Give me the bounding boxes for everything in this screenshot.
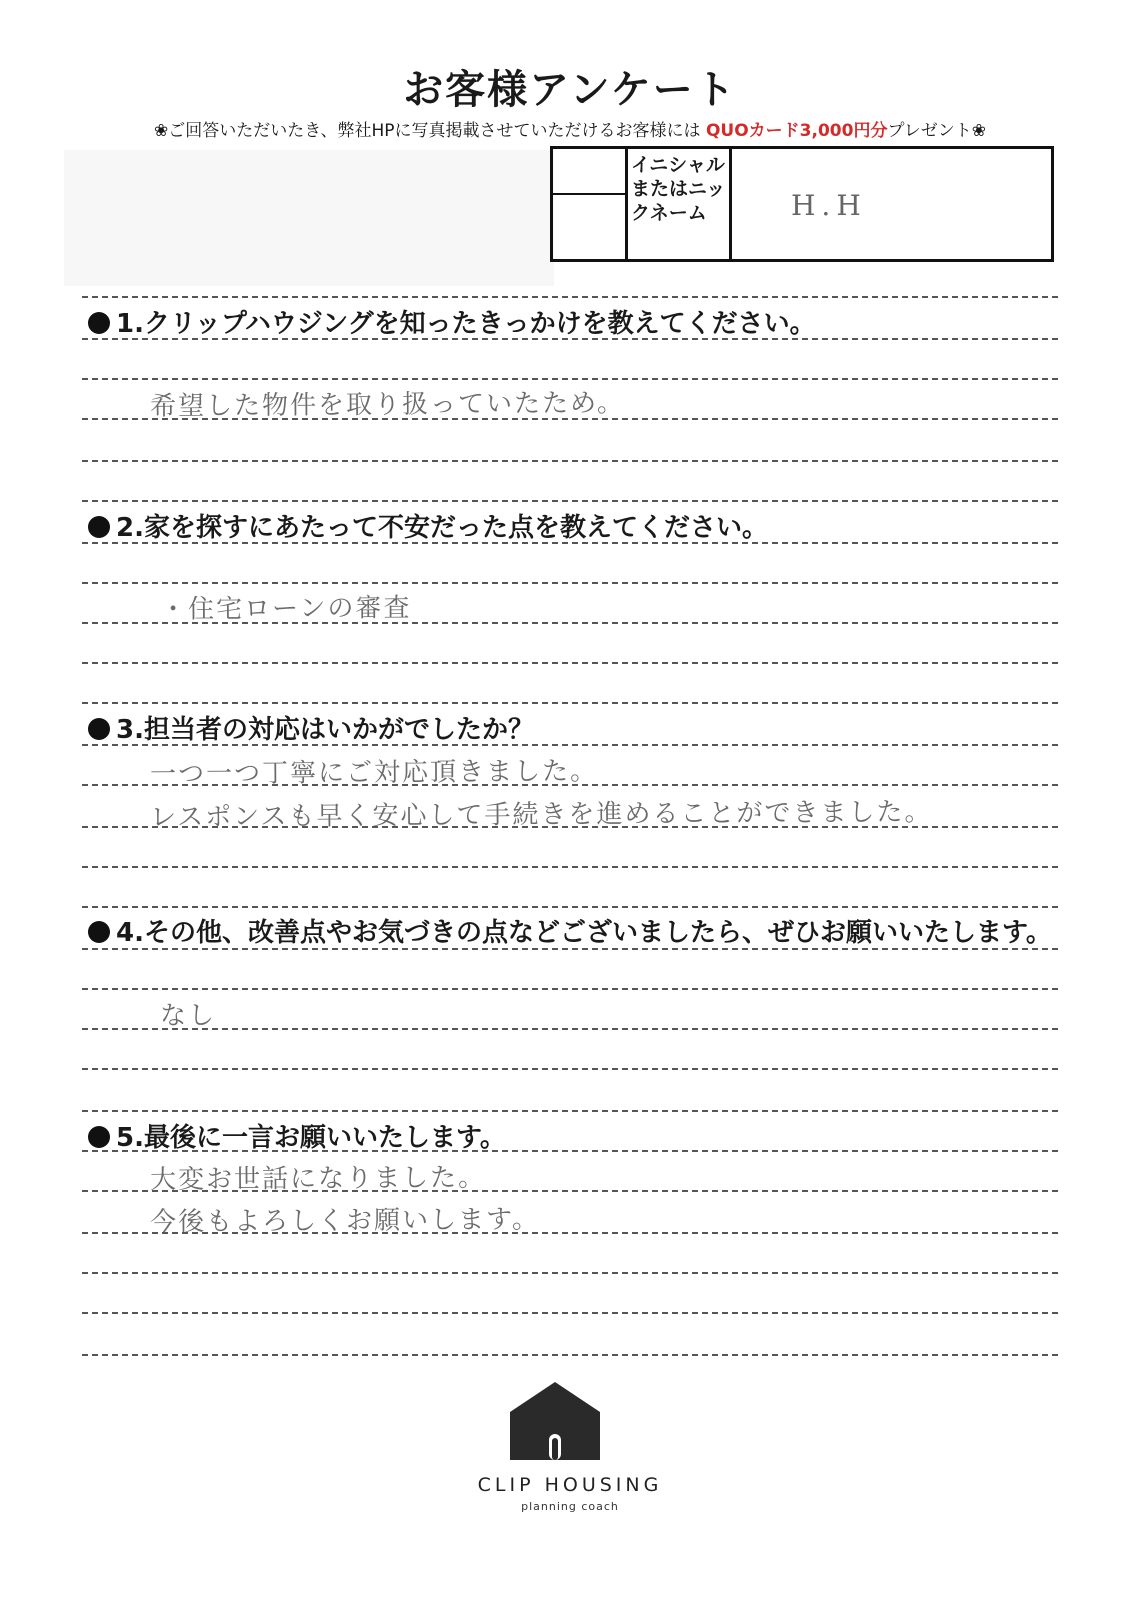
rule-line xyxy=(82,906,1058,908)
rule-line xyxy=(82,1068,1058,1070)
rule-line xyxy=(82,460,1058,462)
rule-line xyxy=(82,296,1058,298)
subtitle-highlight: QUOカード3,000円分 xyxy=(705,121,888,141)
rule-line xyxy=(82,866,1058,868)
bullet-icon xyxy=(88,1126,110,1148)
name-field-value: H.H xyxy=(791,189,867,222)
question-4-label: 4.その他、改善点やお気づきの点などございましたら、ぜひお願いいたします。 xyxy=(116,918,1052,948)
logo-name: CLIP HOUSING xyxy=(477,1474,663,1496)
answer-5-line-1: 大変お世話になりました。 xyxy=(149,1162,487,1196)
rule-line xyxy=(82,1110,1058,1112)
bullet-icon xyxy=(88,516,110,538)
name-table-divider xyxy=(625,149,628,259)
question-1 xyxy=(88,303,816,340)
rule-line xyxy=(82,582,1058,584)
rule-line xyxy=(82,500,1058,502)
blank-area xyxy=(64,150,554,286)
question-1-label: 1.クリップハウジングを知ったきっかけを教えてください。 xyxy=(116,309,816,339)
answer-3-line-1: 一つ一つ丁寧にご対応頂きました。 xyxy=(149,756,599,790)
rule-line xyxy=(82,1354,1058,1356)
name-table-divider xyxy=(729,149,732,259)
answer-2-line-1: ・住宅ローンの審査 xyxy=(159,593,412,625)
rule-line xyxy=(82,702,1058,704)
question-3 xyxy=(88,709,534,746)
survey-subtitle xyxy=(0,116,1140,141)
answer-3-line-2: レスポンスも早く安心して手続きを進めることができました。 xyxy=(149,797,933,833)
answer-4-line-1: なし xyxy=(159,1000,217,1032)
question-5-label: 5.最後に一言お願いいたします。 xyxy=(116,1123,506,1153)
rule-line xyxy=(82,1028,1058,1030)
subtitle-suffix: プレゼント❀ xyxy=(887,121,987,141)
question-5 xyxy=(88,1117,506,1154)
rule-line xyxy=(82,662,1058,664)
bullet-icon xyxy=(88,718,110,740)
question-2-label: 2.家を探すにあたって不安だった点を教えてください。 xyxy=(116,513,768,543)
name-table-stub xyxy=(553,193,625,195)
rule-line xyxy=(82,988,1058,990)
answer-5-line-2: 今後もよろしくお願いします。 xyxy=(149,1204,541,1238)
question-3-label: 3.担当者の対応はいかがでしたか？ xyxy=(116,715,534,745)
rule-line xyxy=(82,378,1058,380)
logo-subtitle: planning coach xyxy=(521,1500,619,1513)
bullet-icon xyxy=(88,312,110,334)
answer-1-line-1: 希望した物件を取り扱っていたため。 xyxy=(149,388,626,422)
name-field-box xyxy=(550,146,1054,262)
question-4 xyxy=(88,912,1052,949)
rule-line xyxy=(82,1312,1058,1314)
rule-line xyxy=(82,1272,1058,1274)
survey-title: お客様アンケート xyxy=(403,67,737,113)
name-field-label: イニシャルまたはニックネーム xyxy=(631,154,726,224)
question-2 xyxy=(88,507,768,544)
house-logo-icon xyxy=(510,1382,600,1460)
bullet-icon xyxy=(88,921,110,943)
subtitle-prefix: ❀ご回答いただいたき、弊社HPに写真掲載させていただけるお客様には xyxy=(153,121,701,141)
